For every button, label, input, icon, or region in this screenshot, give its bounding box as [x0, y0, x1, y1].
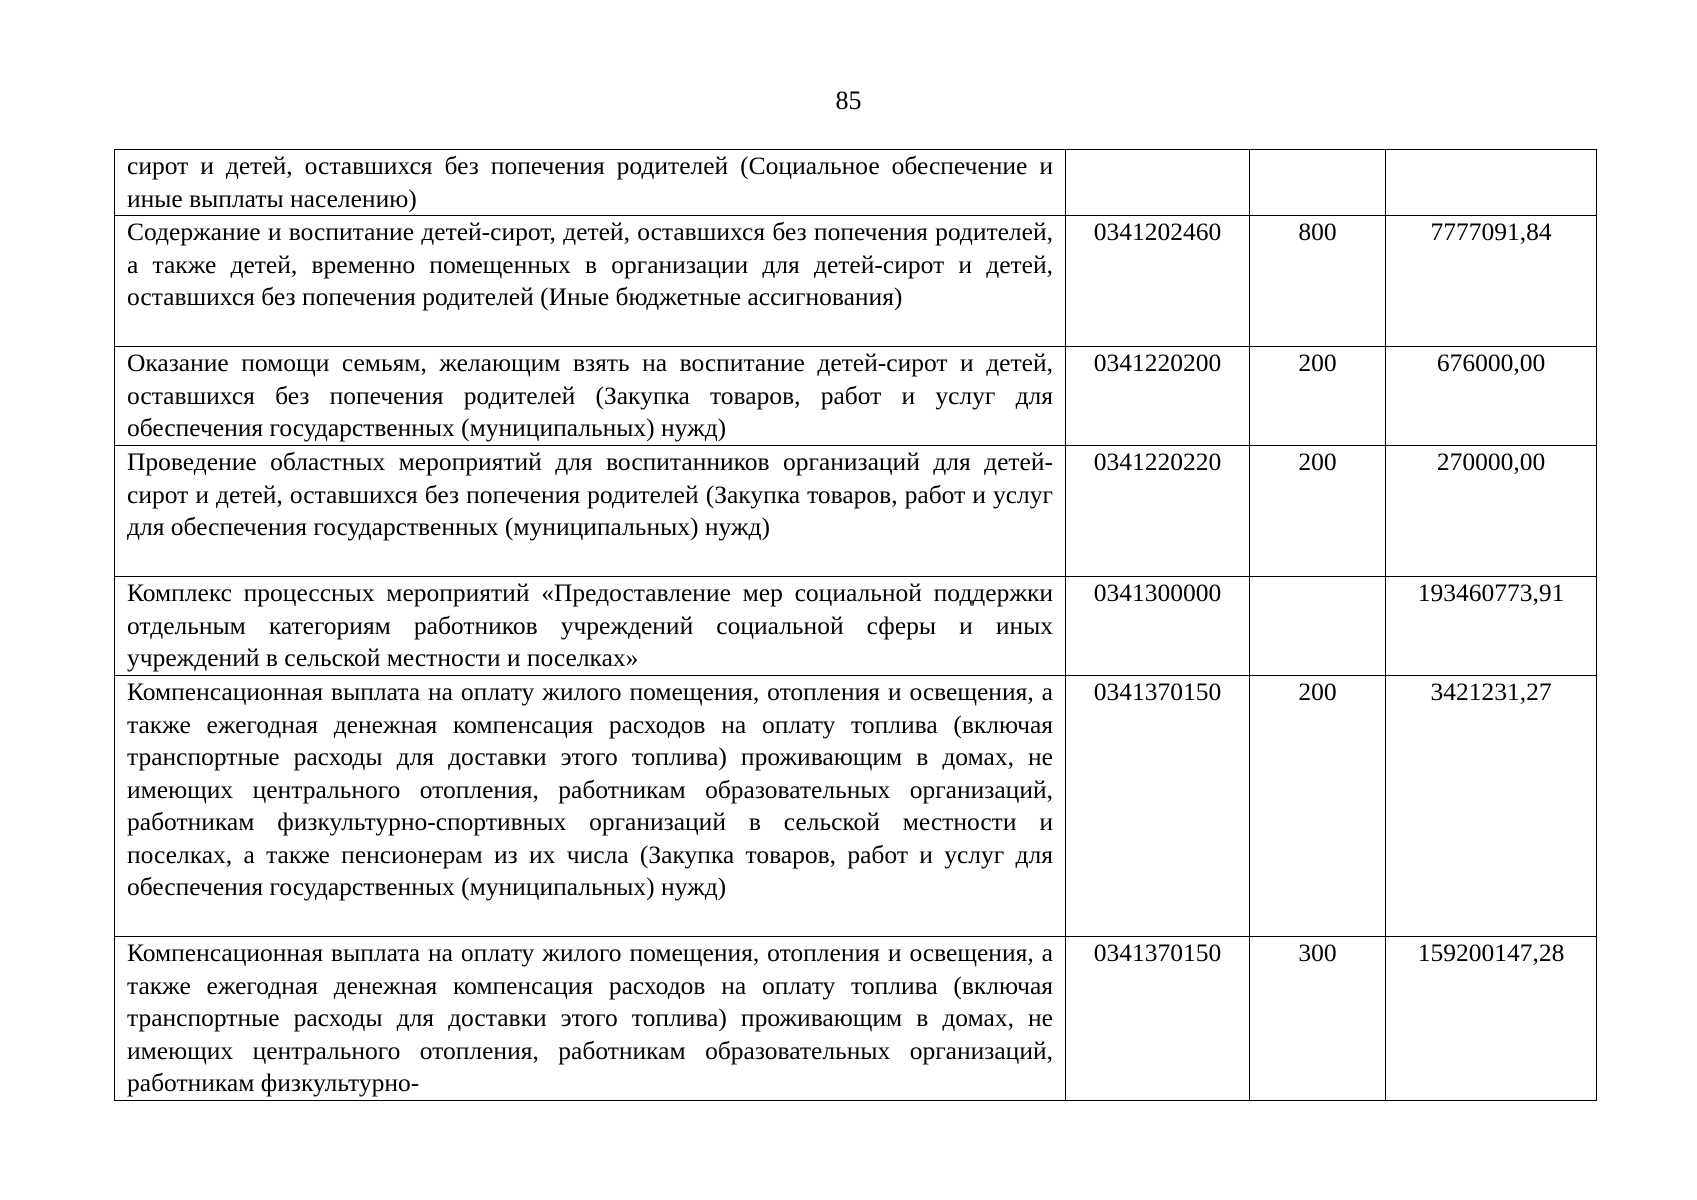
row-amount: 676000,00 [1386, 347, 1597, 446]
table-row [115, 150, 1597, 216]
row-target-code: 0341220200 [1066, 347, 1250, 446]
row-expense-type: 200 [1250, 676, 1386, 937]
table-row [115, 937, 1597, 1101]
row-target-code: 0341370150 [1066, 937, 1250, 1101]
row-description: сирот и детей, оставшихся без попечения родителей (Социальное обеспечение и иные выплаты населению) [115, 150, 1066, 216]
row-expense-type: 200 [1250, 347, 1386, 446]
budget-table [114, 149, 1597, 1101]
row-amount: 7777091,84 [1386, 216, 1597, 347]
row-target-code: 0341370150 [1066, 676, 1250, 937]
row-amount: 3421231,27 [1386, 676, 1597, 937]
row-description: Комплекс процессных мероприятий «Предоставление мер социальной поддержки отдельным категориям работников учреждений социальной сферы и иных учреждений в сельской местности и поселках» [115, 577, 1066, 676]
table-row [115, 446, 1597, 577]
row-target-code: 0341220220 [1066, 446, 1250, 577]
table-row [115, 216, 1597, 347]
row-amount: 159200147,28 [1386, 937, 1597, 1101]
row-amount: 193460773,91 [1386, 577, 1597, 676]
row-expense-type [1250, 150, 1386, 216]
table-row [115, 676, 1597, 937]
row-description: Содержание и воспитание детей-сирот, детей, оставшихся без попечения родителей, а также детей, временно помещенных в организации для детей-сирот и детей, оставшихся без попечения родителей (Иные бюджетные ассигнования) [115, 216, 1066, 347]
table-row [115, 577, 1597, 676]
row-expense-type [1250, 577, 1386, 676]
table-row [115, 347, 1597, 446]
row-description: Оказание помощи семьям, желающим взять на воспитание детей-сирот и детей, оставшихся без попечения родителей (Закупка товаров, работ и услуг для обеспечения государственных (муниципальных) нужд) [115, 347, 1066, 446]
row-target-code: 0341202460 [1066, 216, 1250, 347]
row-expense-type: 200 [1250, 446, 1386, 577]
row-expense-type: 800 [1250, 216, 1386, 347]
row-amount: 270000,00 [1386, 446, 1597, 577]
row-target-code [1066, 150, 1250, 216]
page-number: 85 [835, 86, 862, 115]
row-target-code: 0341300000 [1066, 577, 1250, 676]
row-expense-type: 300 [1250, 937, 1386, 1101]
row-description: Компенсационная выплата на оплату жилого помещения, отопления и освещения, а также ежегодная денежная компенсация расходов на оплату топлива (включая транспортные расходы для доставки этого топлива) проживающим в домах, не имеющих центрального отопления, работникам образовательных организаций, работникам физкультурно-спортивных организаций в сельской местности и поселках, а также пенсионерам из их числа (Закупка товаров, работ и услуг для обеспечения государственных (муниципальных) нужд) [115, 676, 1066, 937]
row-amount [1386, 150, 1597, 216]
row-description: Компенсационная выплата на оплату жилого помещения, отопления и освещения, а также ежегодная денежная компенсация расходов на оплату топлива (включая транспортные расходы для доставки этого топлива) проживающим в домах, не имеющих центрального отопления, работникам образовательных организаций, работникам физкультурно- [115, 937, 1066, 1101]
row-description: Проведение областных мероприятий для воспитанников организаций для детей-сирот и детей, оставшихся без попечения родителей (Закупка товаров, работ и услуг для обеспечения государственных (муниципальных) нужд) [115, 446, 1066, 577]
